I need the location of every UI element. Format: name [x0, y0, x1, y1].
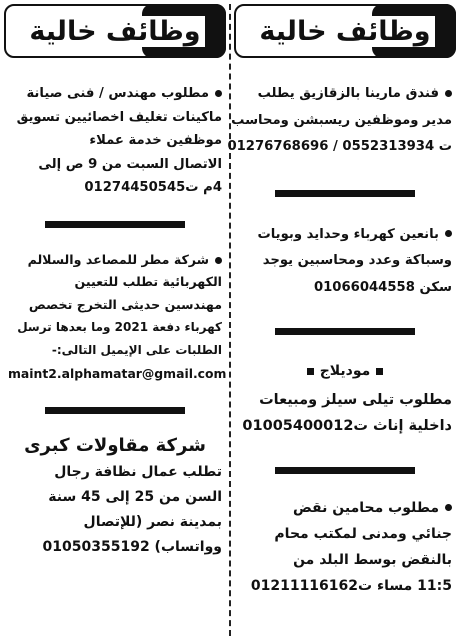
ad-line: مطلوب محامين نقض: [238, 498, 452, 519]
ad-line: موظفين خدمة عملاء: [89, 133, 222, 148]
header-title: وظائف خالية: [255, 16, 434, 47]
ad-line: بمدينة نصر (للإتصال: [83, 513, 222, 530]
ad-line: بانعين كهرباء وحدايد وبويات: [238, 225, 452, 246]
ad-line: الطلبات على الإيميل التالى:-: [51, 342, 222, 357]
ad-contracting-company: [4, 434, 226, 558]
ad-line: الاتصال السبت من 9 ص إلى: [38, 156, 222, 172]
right-column-header: [234, 4, 456, 58]
right-column: [227, 4, 456, 597]
ad-line: ماكينات تغليف اخصائيين تسويق: [16, 109, 222, 125]
left-column: [4, 4, 226, 558]
square-bullet-icon: [307, 368, 314, 375]
header-title: وظائف خالية: [25, 16, 204, 47]
bullet-icon: [215, 257, 222, 264]
ad-line: مطلوب مهندس / فنى صيانة: [8, 84, 222, 105]
separator-bar: [275, 467, 415, 474]
ad-line: ت 0552313934 / 01276768696: [227, 139, 452, 154]
column-divider: [229, 4, 231, 636]
ad-title: شركة مقاولات كبرى: [24, 434, 206, 456]
ad-line: فندق مارينا بالزقازيق يطلب: [238, 84, 452, 105]
ad-line: 4م ت01274450545: [84, 180, 222, 195]
ad-line: سكن 01066044558: [313, 279, 452, 295]
ad-lawyers: [234, 498, 456, 597]
ad-line: وسباكة وعدد ومحاسبين يوجد: [262, 253, 452, 268]
bullet-icon: [445, 230, 452, 237]
separator-bar: [45, 221, 185, 228]
ad-line: مدير وموظفين ريسبشن ومحاسب: [231, 112, 452, 128]
ad-line: مطلوب تيلى سيلز ومبيعات: [259, 391, 452, 408]
ad-line: داخلية إناث ت01005400012: [242, 418, 452, 434]
ad-line: كهرباء دفعة 2021 وما بعدها ترسل: [17, 320, 222, 334]
ad-line: تطلب عمال نظافة رجال: [54, 463, 222, 480]
square-bullet-icon: [376, 368, 383, 375]
separator-bar: [275, 328, 415, 335]
bullet-icon: [215, 90, 222, 97]
ad-line: السن من 25 إلى 45 سنة: [48, 488, 222, 505]
left-column-header: [4, 4, 226, 58]
bullet-icon: [445, 90, 452, 97]
ad-electric-sellers: [234, 225, 456, 299]
ad-line: بالنقض بوسط البلد من: [293, 551, 452, 568]
ad-maintenance-engineer: [4, 84, 226, 199]
ad-line: موديلاج: [238, 361, 452, 382]
ad-line: الكهربائية تطلب للتعيين: [74, 274, 222, 289]
ad-marina-hotel: [227, 84, 456, 158]
ad-line: مهندسين حديثى التخرج تخصص: [28, 296, 222, 312]
bullet-icon: [445, 504, 452, 511]
separator-bar: [45, 407, 185, 414]
ad-line: شركة مطر للمصاعد والسلالم: [8, 250, 222, 271]
ad-line: جنائي ومدنى لمكتب محام: [274, 525, 452, 542]
ad-modelage: [234, 361, 456, 437]
email-address: maint2.alphamatar@gmail.com: [8, 366, 227, 381]
ad-matar-elevators: [4, 250, 226, 385]
ad-line: وواتساب) 01050355192: [42, 538, 222, 555]
ad-line: 11:5 مساء ت01211116162: [250, 577, 452, 594]
separator-bar: [275, 190, 415, 197]
